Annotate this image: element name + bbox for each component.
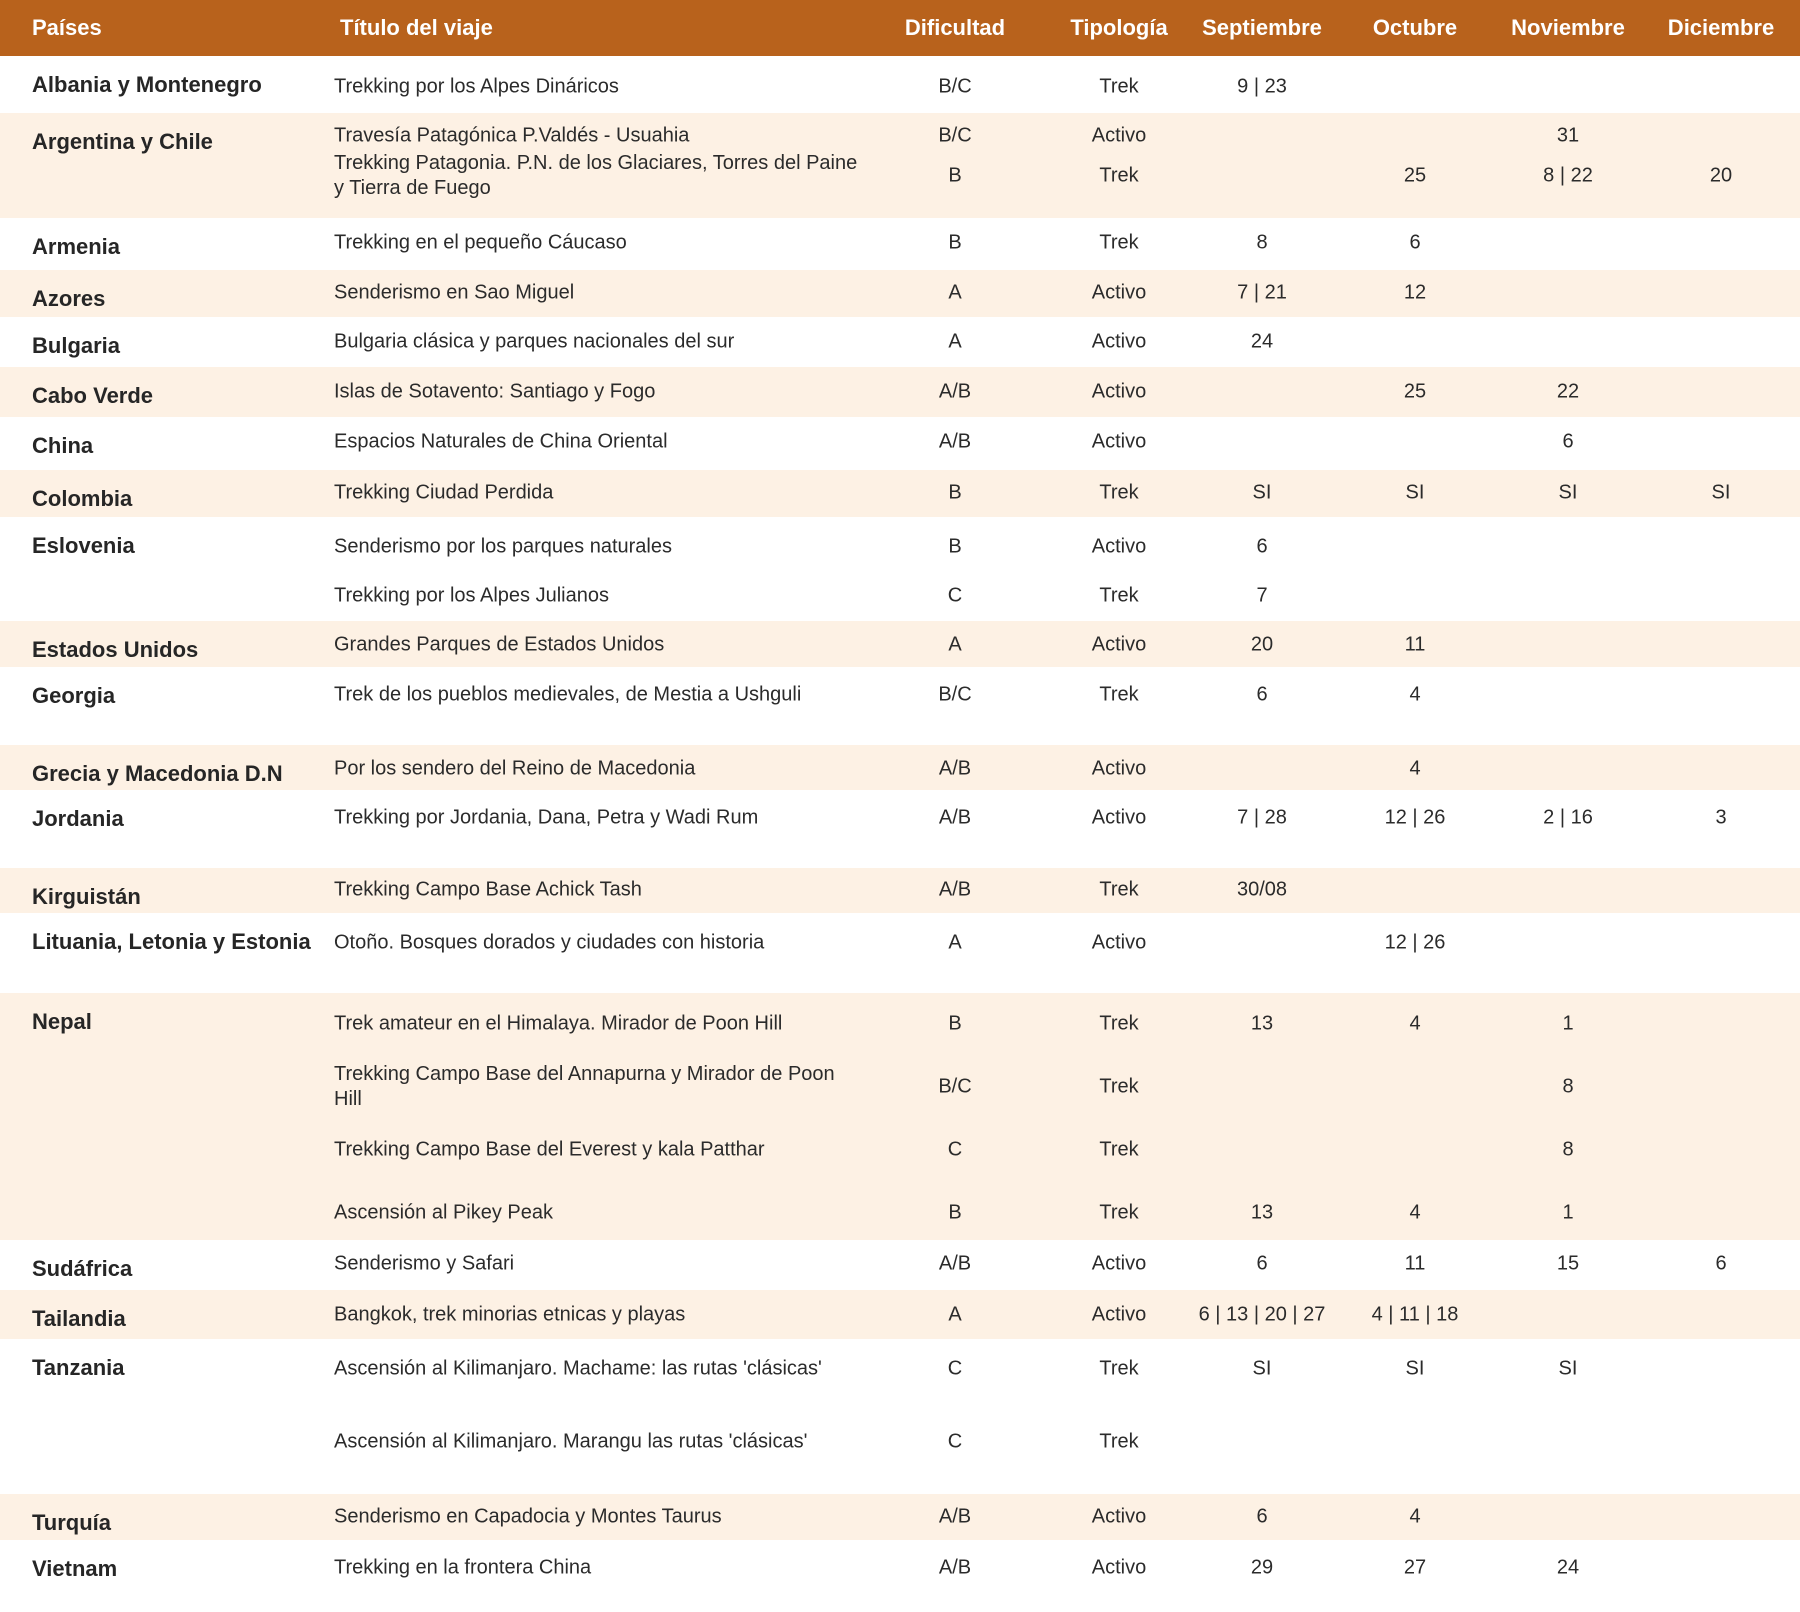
trip-tipologia: Trek [1099, 164, 1139, 187]
trip-dificultad: C [947, 1138, 963, 1161]
trip-title: Senderismo por los parques naturales [334, 535, 672, 558]
trip-dificultad: B/C [938, 75, 972, 98]
trip-sep: 13 [1250, 1201, 1274, 1224]
country-name: Vietnam [32, 1556, 118, 1581]
country-name: Tailandia [32, 1306, 126, 1331]
trip-title: Otoño. Bosques dorados y ciudades con historia [334, 931, 765, 954]
trip-nov: 6 [1562, 430, 1574, 453]
trip-title: Islas de Sotavento: Santiago y Fogo [334, 380, 656, 403]
header-diciembre: Diciembre [1667, 15, 1775, 40]
trip-tipologia: Activo [1091, 1505, 1147, 1528]
trip-dic: 6 [1715, 1252, 1727, 1275]
trip-oct: 11 [1404, 1252, 1426, 1275]
trip-sep: 6 [1256, 1252, 1268, 1275]
trip-dificultad: B [948, 231, 962, 254]
trip-tipologia: Activo [1091, 535, 1147, 558]
table-header [0, 0, 1800, 56]
trip-sep: 6 [1256, 1505, 1268, 1528]
trip-nov: 31 [1556, 124, 1580, 147]
trip-dificultad: A/B [938, 1252, 972, 1275]
trip-sep: 13 [1250, 1012, 1274, 1035]
trip-sep: 8 [1256, 231, 1268, 254]
trip-title: Trek amateur en el Himalaya. Mirador de Poon Hill [334, 1012, 783, 1035]
country-name: Lituania, Letonia y Estonia [32, 929, 311, 954]
trip-dic: SI [1711, 481, 1731, 504]
country-name: Sudáfrica [32, 1256, 133, 1281]
trip-sep: 20 [1250, 633, 1274, 656]
trip-oct: 25 [1403, 380, 1427, 403]
trip-tipologia: Activo [1091, 1303, 1147, 1326]
trip-tipologia: Activo [1091, 124, 1147, 147]
header-tipologia: Tipología [1070, 15, 1168, 40]
trip-dic: 3 [1715, 806, 1727, 829]
trip-dificultad: B/C [938, 124, 972, 147]
table-row-group [0, 1494, 1800, 1540]
trip-title: Senderismo en Capadocia y Montes Taurus [334, 1505, 722, 1528]
table-row-group [0, 56, 1800, 113]
trip-tipologia: Activo [1091, 1252, 1147, 1275]
trip-oct: 6 [1409, 231, 1421, 254]
trip-title: Grandes Parques de Estados Unidos [334, 633, 665, 656]
trip-title: Trekking por los Alpes Dináricos [334, 75, 619, 98]
trip-dificultad: B [948, 164, 962, 187]
country-name: Estados Unidos [32, 637, 199, 662]
table-row-group [0, 790, 1800, 868]
country-name: Armenia [32, 234, 121, 259]
table-row-group [0, 667, 1800, 745]
trip-nov: 8 [1562, 1138, 1574, 1161]
country-name: Colombia [32, 486, 133, 511]
table-row-group [0, 993, 1800, 1240]
country-name: Georgia [32, 683, 116, 708]
trip-title: Espacios Naturales de China Oriental [334, 430, 668, 453]
trip-tipologia: Trek [1099, 1138, 1139, 1161]
trip-tipologia: Trek [1099, 1357, 1139, 1380]
trip-sep: 29 [1250, 1556, 1274, 1579]
table-row-group [0, 367, 1800, 417]
trip-title: Bulgaria clásica y parques nacionales del sur [334, 330, 735, 353]
trip-dificultad: A/B [938, 1505, 972, 1528]
trip-sep: 6 [1256, 683, 1268, 706]
trip-title: Trekking Patagonia. P.N. de los Glaciares, Torres del Paine y Tierra de Fuego [334, 152, 858, 199]
trip-oct: 4 [1409, 683, 1421, 706]
header-titulo: Título del viaje [340, 15, 493, 40]
trip-sep: 7 | 28 [1237, 806, 1287, 829]
table-row-group [0, 1540, 1800, 1590]
trip-sep: SI [1252, 1357, 1272, 1380]
table-row-group [0, 745, 1800, 790]
trip-nov: SI [1558, 1357, 1578, 1380]
trip-tipologia: Activo [1091, 633, 1147, 656]
trip-title: Trek de los pueblos medievales, de Mestia a Ushguli [334, 683, 802, 706]
table-row-group [0, 1240, 1800, 1290]
header-dificultad: Dificultad [904, 15, 1006, 40]
trip-tipologia: Activo [1091, 430, 1147, 453]
table-row-group [0, 218, 1800, 270]
trip-nov: 2 | 16 [1543, 806, 1593, 829]
trip-title: Trekking Campo Base del Annapurna y Mirador de Poon Hill [334, 1063, 835, 1110]
trip-tipologia: Activo [1091, 281, 1147, 304]
trip-sep: 7 [1256, 584, 1268, 607]
trip-dificultad: B [948, 1012, 962, 1035]
trip-nov: 8 [1562, 1075, 1574, 1098]
trip-tipologia: Trek [1099, 584, 1139, 607]
trip-title: Por los sendero del Reino de Macedonia [334, 757, 696, 780]
trip-oct: 12 | 26 [1384, 806, 1446, 829]
trip-oct: 4 [1409, 1505, 1421, 1528]
header-octubre: Octubre [1372, 15, 1458, 40]
trip-oct: 4 [1409, 757, 1421, 780]
trip-dificultad: A/B [938, 1556, 972, 1579]
trip-dificultad: A [948, 1303, 962, 1326]
trip-dic: 20 [1709, 164, 1733, 187]
trip-dificultad: A/B [938, 430, 972, 453]
table-row-group [0, 317, 1800, 367]
trip-oct: 4 | 11 | 18 [1371, 1303, 1459, 1326]
table-row-group [0, 517, 1800, 621]
country-name: Tanzania [32, 1355, 125, 1380]
trip-tipologia: Trek [1099, 481, 1139, 504]
trip-dificultad: B/C [938, 1075, 972, 1098]
table-row-group [0, 417, 1800, 470]
trip-nov: 1 [1562, 1012, 1574, 1035]
country-name: Azores [32, 286, 106, 311]
trip-tipologia: Activo [1091, 330, 1147, 353]
country-name: Albania y Montenegro [32, 72, 262, 97]
trip-nov: 15 [1556, 1252, 1580, 1275]
trip-title: Trekking Ciudad Perdida [334, 481, 554, 504]
trip-sep: SI [1252, 481, 1272, 504]
trip-oct: SI [1405, 481, 1425, 504]
trip-oct: SI [1405, 1357, 1425, 1380]
trip-tipologia: Activo [1091, 931, 1147, 954]
trip-sep: 9 | 23 [1237, 75, 1287, 98]
trip-nov: SI [1558, 481, 1578, 504]
trip-dificultad: A/B [938, 878, 972, 901]
country-name: Argentina y Chile [32, 129, 213, 154]
trip-tipologia: Trek [1099, 683, 1139, 706]
country-name: Bulgaria [32, 333, 121, 358]
trip-dificultad: B [948, 481, 962, 504]
table-row-group [0, 470, 1800, 517]
table-row-group [0, 113, 1800, 218]
trip-title: Bangkok, trek minorias etnicas y playas [334, 1303, 686, 1326]
trip-title: Trekking Campo Base Achick Tash [334, 878, 642, 901]
header-paises: Países [32, 15, 102, 40]
trip-oct: 11 [1404, 633, 1426, 656]
trip-title: Trekking por los Alpes Julianos [334, 584, 609, 607]
trip-tipologia: Activo [1091, 380, 1147, 403]
trip-oct: 12 [1403, 281, 1427, 304]
trip-title: Trekking en la frontera China [334, 1556, 592, 1579]
trip-title: Trekking Campo Base del Everest y kala Patthar [334, 1138, 765, 1161]
trip-tipologia: Trek [1099, 75, 1139, 98]
trip-nov: 24 [1556, 1556, 1580, 1579]
table-row-group [0, 1339, 1800, 1494]
trip-nov: 1 [1562, 1201, 1574, 1224]
country-name: China [32, 433, 94, 458]
trip-oct: 27 [1403, 1556, 1427, 1579]
table-row-group [0, 868, 1800, 913]
trip-oct: 4 [1409, 1012, 1421, 1035]
trip-oct: 12 | 26 [1384, 931, 1446, 954]
trip-tipologia: Activo [1091, 806, 1147, 829]
trip-dificultad: A/B [938, 757, 972, 780]
trip-sep: 6 | 13 | 20 | 27 [1198, 1303, 1326, 1326]
trip-dificultad: C [947, 1357, 963, 1380]
trip-title: Trekking en el pequeño Cáucaso [334, 231, 627, 254]
trip-title: Trekking por Jordania, Dana, Petra y Wadi Rum [334, 806, 759, 829]
trip-dificultad: A [948, 330, 962, 353]
country-name: Kirguistán [32, 884, 141, 909]
country-name: Nepal [32, 1009, 92, 1034]
header-noviembre: Noviembre [1511, 15, 1625, 40]
trip-oct: 25 [1403, 164, 1427, 187]
trip-tipologia: Activo [1091, 757, 1147, 780]
trip-sep: 24 [1250, 330, 1274, 353]
table-row-group [0, 270, 1800, 317]
table-row-group [0, 913, 1800, 993]
trip-dificultad: A [948, 931, 962, 954]
trip-sep: 30/08 [1236, 878, 1288, 901]
header-septiembre: Septiembre [1202, 15, 1322, 40]
trip-dificultad: B [948, 1201, 962, 1224]
trip-dificultad: C [947, 584, 963, 607]
trip-dificultad: B/C [938, 683, 972, 706]
country-name: Turquía [32, 1510, 112, 1535]
table-row-group [0, 1290, 1800, 1339]
trip-tipologia: Activo [1091, 1556, 1147, 1579]
trip-sep: 6 [1256, 535, 1268, 558]
trip-tipologia: Trek [1099, 1075, 1139, 1098]
trip-oct: 4 [1409, 1201, 1421, 1224]
trip-dificultad: A/B [938, 806, 972, 829]
trip-title: Ascensión al Kilimanjaro. Machame: las rutas 'clásicas' [334, 1357, 822, 1380]
trip-dificultad: B [948, 535, 962, 558]
trip-nov: 8 | 22 [1543, 164, 1593, 187]
trip-tipologia: Trek [1099, 1012, 1139, 1035]
trip-tipologia: Trek [1099, 878, 1139, 901]
trip-tipologia: Trek [1099, 231, 1139, 254]
trip-tipologia: Trek [1099, 1201, 1139, 1224]
trip-title: Ascensión al Pikey Peak [334, 1201, 554, 1224]
trip-tipologia: Trek [1099, 1430, 1139, 1453]
trip-title: Travesía Patagónica P.Valdés - Usuahia [334, 124, 690, 147]
trip-dificultad: A/B [938, 380, 972, 403]
trip-title: Senderismo y Safari [334, 1252, 515, 1275]
country-name: Jordania [32, 806, 124, 831]
country-name: Eslovenia [32, 533, 135, 558]
country-name: Cabo Verde [32, 383, 154, 408]
trip-dificultad: A [948, 281, 962, 304]
trip-title: Ascensión al Kilimanjaro. Marangu las rutas 'clásicas' [334, 1430, 808, 1453]
table-row-group [0, 621, 1800, 667]
trip-sep: 7 | 21 [1237, 281, 1287, 304]
trip-dificultad: A [948, 633, 962, 656]
trip-dificultad: C [947, 1430, 963, 1453]
country-name: Grecia y Macedonia D.N [32, 761, 283, 786]
trip-nov: 22 [1556, 380, 1580, 403]
trip-title: Senderismo en Sao Miguel [334, 281, 575, 304]
